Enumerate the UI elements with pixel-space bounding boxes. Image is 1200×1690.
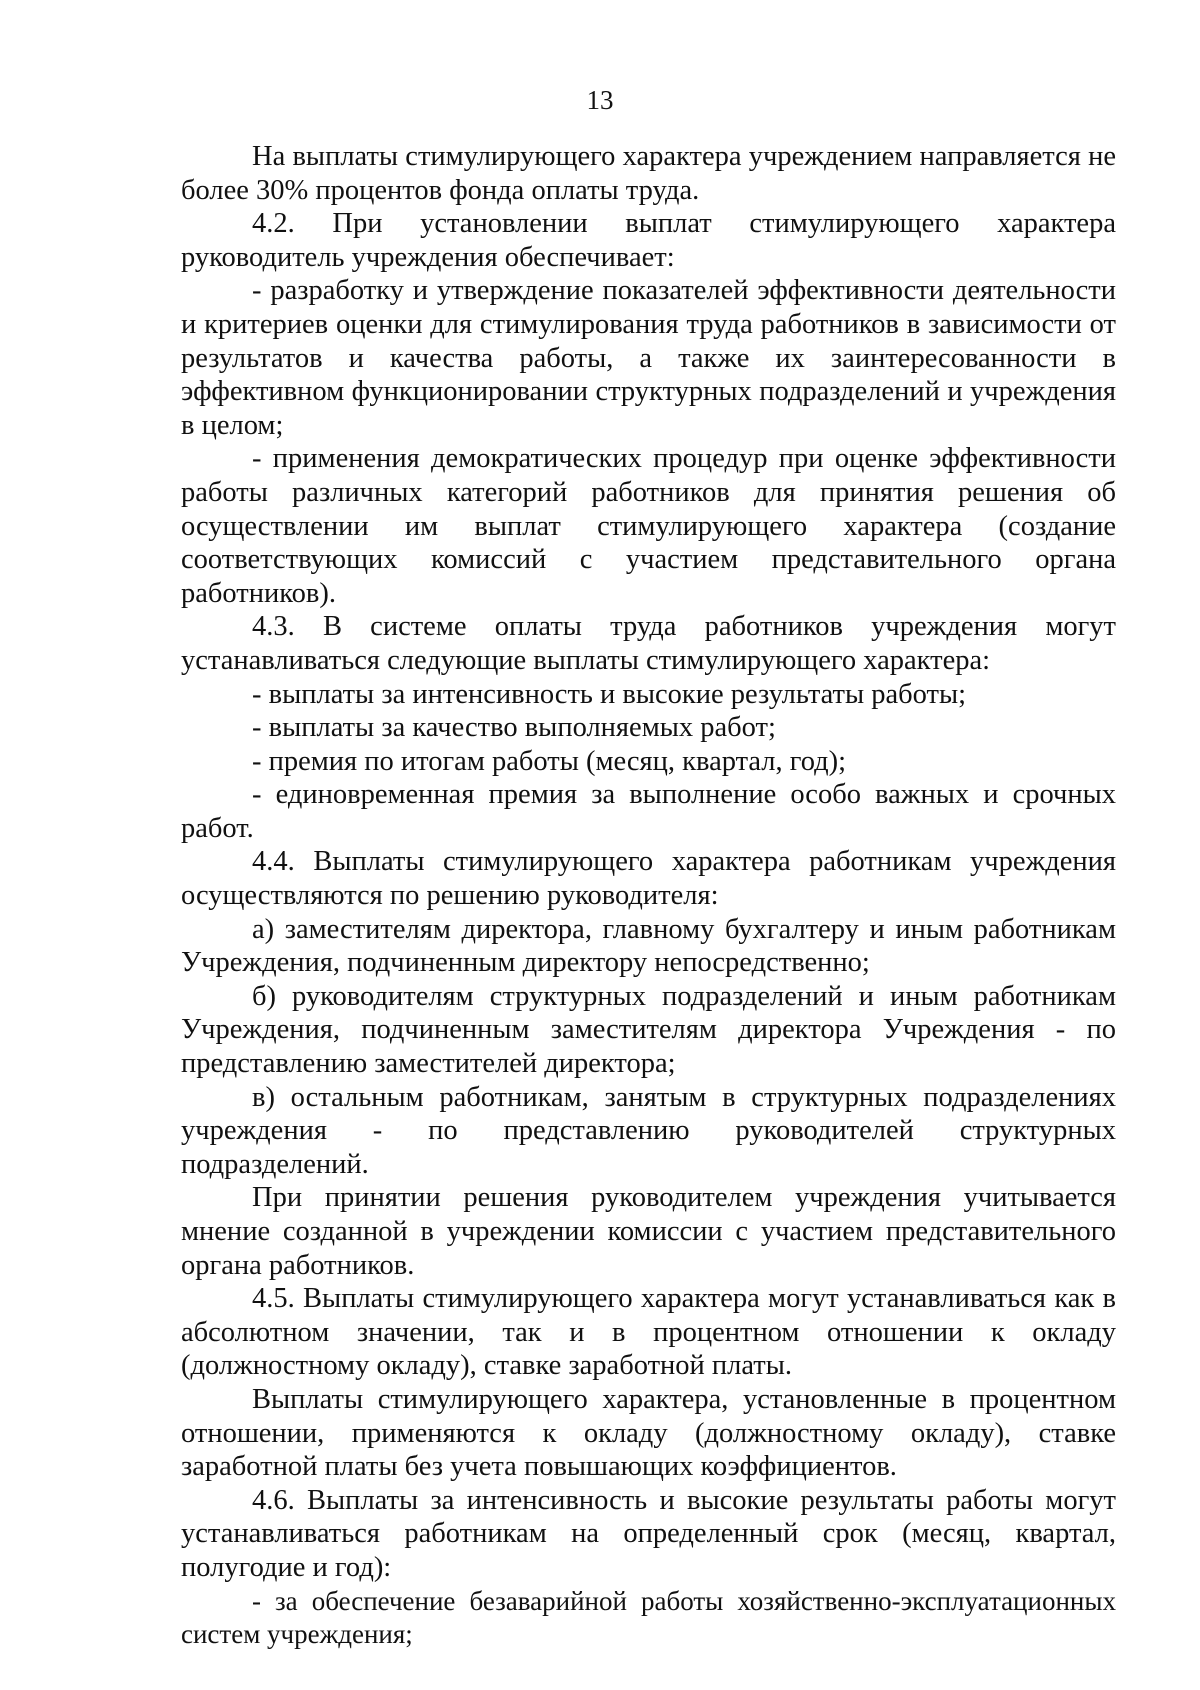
list-item-intensity: - выплаты за интенсивность и высокие результаты работы; bbox=[252, 678, 967, 710]
paragraph-percent-payments: Выплаты стимулирующего характера, установленные в процентном отношении, применяются к окладу (должностному окладу), ставке заработной платы без учета повышающих коэффициентов. bbox=[181, 1383, 1116, 1483]
list-item-a: а) заместителям директора, главному бухгалтеру и иным работникам Учреждения, подчиненным директору непосредственно; bbox=[181, 913, 1116, 979]
list-item-bonus-period: - премия по итогам работы (месяц, квартал, год); bbox=[252, 745, 847, 777]
list-item-one-time-bonus: - единовременная премия за выполнение особо важных и срочных работ. bbox=[181, 779, 1116, 844]
list-item-democratic-procedures: - применения демократических процедур при оценке эффективности работы различных категорий работников для принятия решения об осуществлении им выплат стимулирующего характера (создание соответствующих комиссий с участием представительного органа работников). bbox=[181, 443, 1116, 609]
paragraph-4-4: 4.4. Выплаты стимулирующего характера работникам учреждения осуществляются по решению руководителя: bbox=[181, 846, 1116, 912]
page-number: 13 bbox=[586, 85, 614, 115]
list-item-indicators: - разработку и утверждение показателей эффективности деятельности и критериев оценки для стимулирования труда работников в зависимости от результатов и качества работы, а также их заинтересованности в эффективном функционировании структурных подразделений и учреждения в целом; bbox=[181, 275, 1116, 441]
paragraph-funding-limit: На выплаты стимулирующего характера учреждением направляется не более 30% процентов фонда оплаты труда. bbox=[181, 141, 1116, 206]
list-item-quality: - выплаты за качество выполняемых работ; bbox=[252, 712, 776, 744]
list-item-b: б) руководителям структурных подразделений и иным работникам Учреждения, подчиненным заместителям директора Учреждения - по представлению заместителей директора; bbox=[181, 980, 1116, 1080]
paragraph-4-2: 4.2. При установлении выплат стимулирующего характера руководитель учреждения обеспечивает: bbox=[181, 208, 1116, 273]
paragraph-4-3: 4.3. В системе оплаты труда работников учреждения могут устанавливаться следующие выплаты стимулирующего характера: bbox=[181, 611, 1116, 676]
document-body bbox=[181, 140, 1116, 1652]
list-item-accident-free: - за обеспечение безаварийной работы хозяйственно-эксплуатационных систем учреждения; bbox=[181, 1585, 1116, 1650]
paragraph-4-5: 4.5. Выплаты стимулирующего характера могут устанавливаться как в абсолютном значении, так и в процентном отношении к окладу (должностному окладу), ставке заработной платы. bbox=[181, 1283, 1116, 1382]
paragraph-4-6: 4.6. Выплаты за интенсивность и высокие результаты работы могут устанавливаться работникам на определенный срок (месяц, квартал, полугодие и год): bbox=[181, 1484, 1116, 1583]
list-item-c: в) остальным работникам, занятым в структурных подразделениях учреждения - по представлению руководителей структурных подразделений. bbox=[181, 1081, 1116, 1180]
paragraph-commission-opinion: При принятии решения руководителем учреждения учитывается мнение созданной в учреждении комиссии с участием представительного органа работников. bbox=[181, 1182, 1116, 1281]
